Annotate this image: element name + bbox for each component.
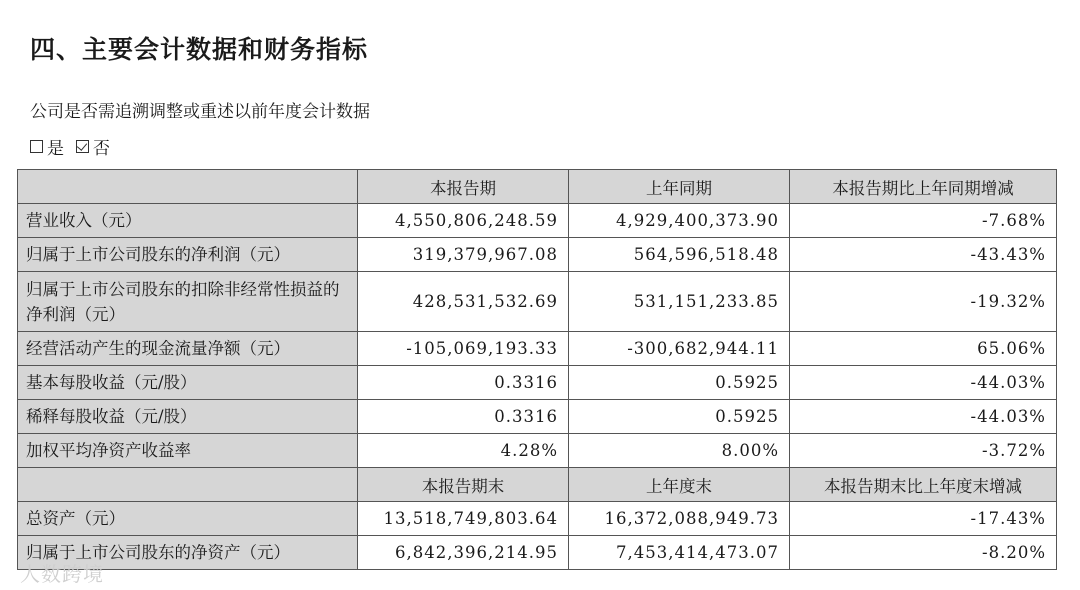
prior-value: 564,596,518.48	[569, 238, 790, 272]
watermark: 人数跨境	[20, 562, 104, 586]
prior-value: 8.00%	[569, 434, 790, 468]
current-value: 0.3316	[358, 400, 569, 434]
change-value: -43.43%	[790, 238, 1057, 272]
row-label: 基本每股收益（元/股）	[18, 366, 358, 400]
header-blank-cell	[18, 170, 358, 204]
change-value: 65.06%	[790, 332, 1057, 366]
row-label: 稀释每股收益（元/股）	[18, 400, 358, 434]
section-title: 四、主要会计数据和财务指标	[30, 35, 369, 64]
row-label: 经营活动产生的现金流量净额（元）	[18, 332, 358, 366]
current-value: 319,379,967.08	[358, 238, 569, 272]
prior-value: 4,929,400,373.90	[569, 204, 790, 238]
header-blank-cell	[18, 468, 358, 502]
prior-value: 531,151,233.85	[569, 272, 790, 332]
header-year-end-change: 本报告期末比上年度末增减	[790, 468, 1057, 502]
row-label: 总资产（元）	[18, 502, 358, 536]
table-row	[18, 502, 1057, 536]
change-value: -7.68%	[790, 204, 1057, 238]
header-prior-period: 上年同期	[569, 170, 790, 204]
prior-value: -300,682,944.11	[569, 332, 790, 366]
header-prior-year-end: 上年度末	[569, 468, 790, 502]
table-row	[18, 272, 1057, 332]
option-no-label: 否	[93, 139, 110, 159]
financial-indicators-table	[17, 169, 1057, 570]
change-value: -8.20%	[790, 536, 1057, 570]
row-label: 归属于上市公司股东的净资产（元）	[18, 536, 358, 570]
table-header-row-1	[18, 170, 1057, 204]
current-value: 13,518,749,803.64	[358, 502, 569, 536]
table-row	[18, 366, 1057, 400]
header-period-end: 本报告期末	[358, 468, 569, 502]
current-value: -105,069,193.33	[358, 332, 569, 366]
table-row	[18, 400, 1057, 434]
current-value: 4.28%	[358, 434, 569, 468]
prior-value: 0.5925	[569, 400, 790, 434]
table-header-row-2	[18, 468, 1057, 502]
change-value: -44.03%	[790, 366, 1057, 400]
header-period-change: 本报告期比上年同期增减	[790, 170, 1057, 204]
current-value: 0.3316	[358, 366, 569, 400]
row-label: 归属于上市公司股东的净利润（元）	[18, 238, 358, 272]
prior-value: 7,453,414,473.07	[569, 536, 790, 570]
checkbox-unchecked-icon[interactable]	[30, 140, 43, 153]
change-value: -17.43%	[790, 502, 1057, 536]
prior-value: 16,372,088,949.73	[569, 502, 790, 536]
current-value: 428,531,532.69	[358, 272, 569, 332]
current-value: 4,550,806,248.59	[358, 204, 569, 238]
change-value: -19.32%	[790, 272, 1057, 332]
table-row	[18, 332, 1057, 366]
restatement-question: 公司是否需追溯调整或重述以前年度会计数据	[30, 102, 370, 122]
table-row	[18, 238, 1057, 272]
option-no[interactable]	[76, 134, 110, 159]
change-value: -3.72%	[790, 434, 1057, 468]
option-yes-label: 是	[47, 139, 64, 159]
row-label: 归属于上市公司股东的扣除非经常性损益的净利润（元）	[18, 272, 358, 332]
current-value: 6,842,396,214.95	[358, 536, 569, 570]
table-row	[18, 434, 1057, 468]
header-current-period: 本报告期	[358, 170, 569, 204]
row-label: 加权平均净资产收益率	[18, 434, 358, 468]
row-label: 营业收入（元）	[18, 204, 358, 238]
restatement-options	[30, 134, 122, 159]
change-value: -44.03%	[790, 400, 1057, 434]
checkbox-checked-icon[interactable]	[76, 140, 89, 153]
prior-value: 0.5925	[569, 366, 790, 400]
option-yes[interactable]	[30, 134, 64, 159]
table-row	[18, 204, 1057, 238]
table-row	[18, 536, 1057, 570]
